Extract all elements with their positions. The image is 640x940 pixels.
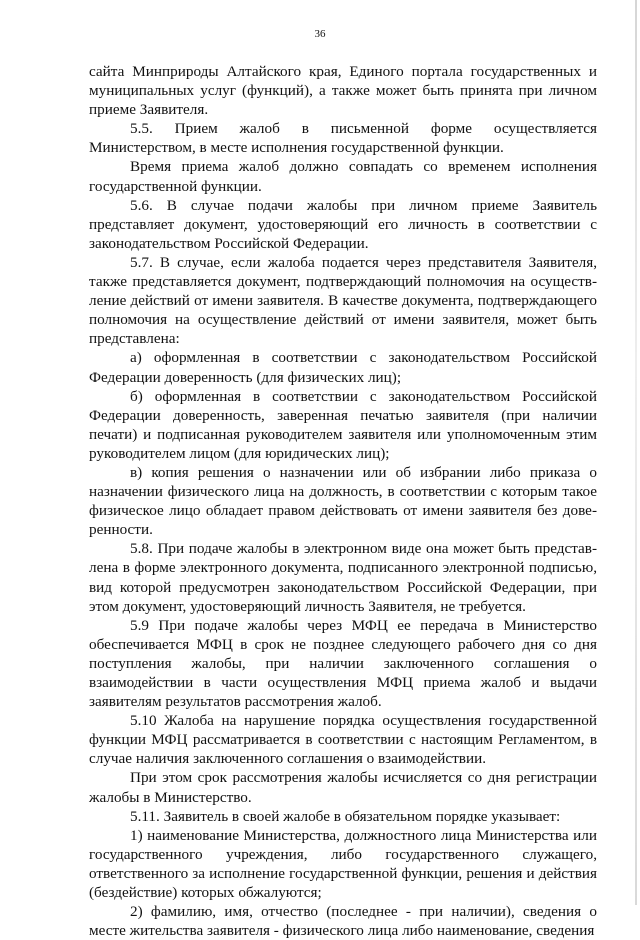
- paragraph-review-term: При этом срок рассмотрения жалобы исчисляется со дня регистрации жалобы в Министерство.: [89, 769, 597, 806]
- paragraph-5-9: 5.9 При подаче жалобы через МФЦ ее передача в Министерство обеспечивается МФЦ в срок не позднее следующего рабочего дня со дня поступления жалобы, при наличии заключенного соглашения о взаимодействии в части осуществления МФЦ приема жалоб и выдачи заявителям результатов рассмотрения жалоб.: [89, 616, 597, 711]
- paragraph-5-5: 5.5. Прием жалоб в письменной форме осуществляется Министерством, в месте исполнения государственной функции.: [89, 120, 597, 157]
- paragraph-5-7: 5.7. В случае, если жалоба подается через представителя Заявителя, также представляется документ, подтверждающий полномочия на осуществление действий от имени заявителя. В качестве документа, подтверждающего полномочия на осуществление действий от имени заявителя, может быть представлена:: [89, 253, 597, 348]
- paragraph-5-11: 5.11. Заявитель в своей жалобе в обязательном порядке указывает:: [130, 807, 561, 825]
- paragraph-item-b: б) оформленная в соответствии с законодательством Российской Федерации доверенность, заверенная печатью заявителя (при наличии печати) и подписанная руководителем заявителя или уполномоченным этим руководителем лицом (для юридических лиц);: [89, 387, 597, 462]
- paragraph-item-2: 2) фамилию, имя, отчество (последнее - при наличии), сведения о месте жительства заявителя - физического лица либо наименование, сведения: [89, 903, 597, 940]
- paragraph-continuation: сайта Минприроды Алтайского края, Единого портала государственных и муниципальных услуг (функций), а также может быть принята при личном приеме Заявителя.: [89, 63, 597, 119]
- paragraph-5-10: 5.10 Жалоба на нарушение порядка осуществления государственной функции МФЦ рассматривается в соответствии с настоящим Регламентом, в случае наличия заключенного соглашения о взаимодействии.: [89, 712, 597, 768]
- document-body: [89, 62, 597, 940]
- paragraph-item-a: а) оформленная в соответствии с законодательством Российской Федерации доверенность (для физических лиц);: [89, 349, 597, 386]
- scan-edge-shadow: [635, 0, 637, 905]
- page-number: 36: [314, 28, 326, 40]
- paragraph-item-v: в) копия решения о назначении или об избрании либо приказа о назначении физического лица на должность, в соответствии с которым такое физическое лицо обладает правом действовать от имени заявителя без доверенности.: [89, 463, 597, 539]
- paragraph-reception-time: Время приема жалоб должно совпадать со временем исполнения государственной функции.: [89, 158, 597, 195]
- paragraph-5-6: 5.6. В случае подачи жалобы при личном приеме Заявитель представляет документ, удостоверяющий его личность в соответствии с законодательством Российской Федерации.: [89, 196, 597, 252]
- paragraph-item-1: 1) наименование Министерства, должностного лица Министерства или государственного учреждения, либо государственного служащего, ответственного за исполнение государственной функции, решения и действия (бездействие) которых обжалуются;: [89, 826, 597, 902]
- paragraph-5-8: 5.8. При подаче жалобы в электронном виде она может быть представлена в форме электронного документа, подписанного электронной подписью, вид которой предусмотрен законодательством Российской Федерации, при этом документ, удостоверяющий личность Заявителя, не требуется.: [89, 540, 597, 615]
